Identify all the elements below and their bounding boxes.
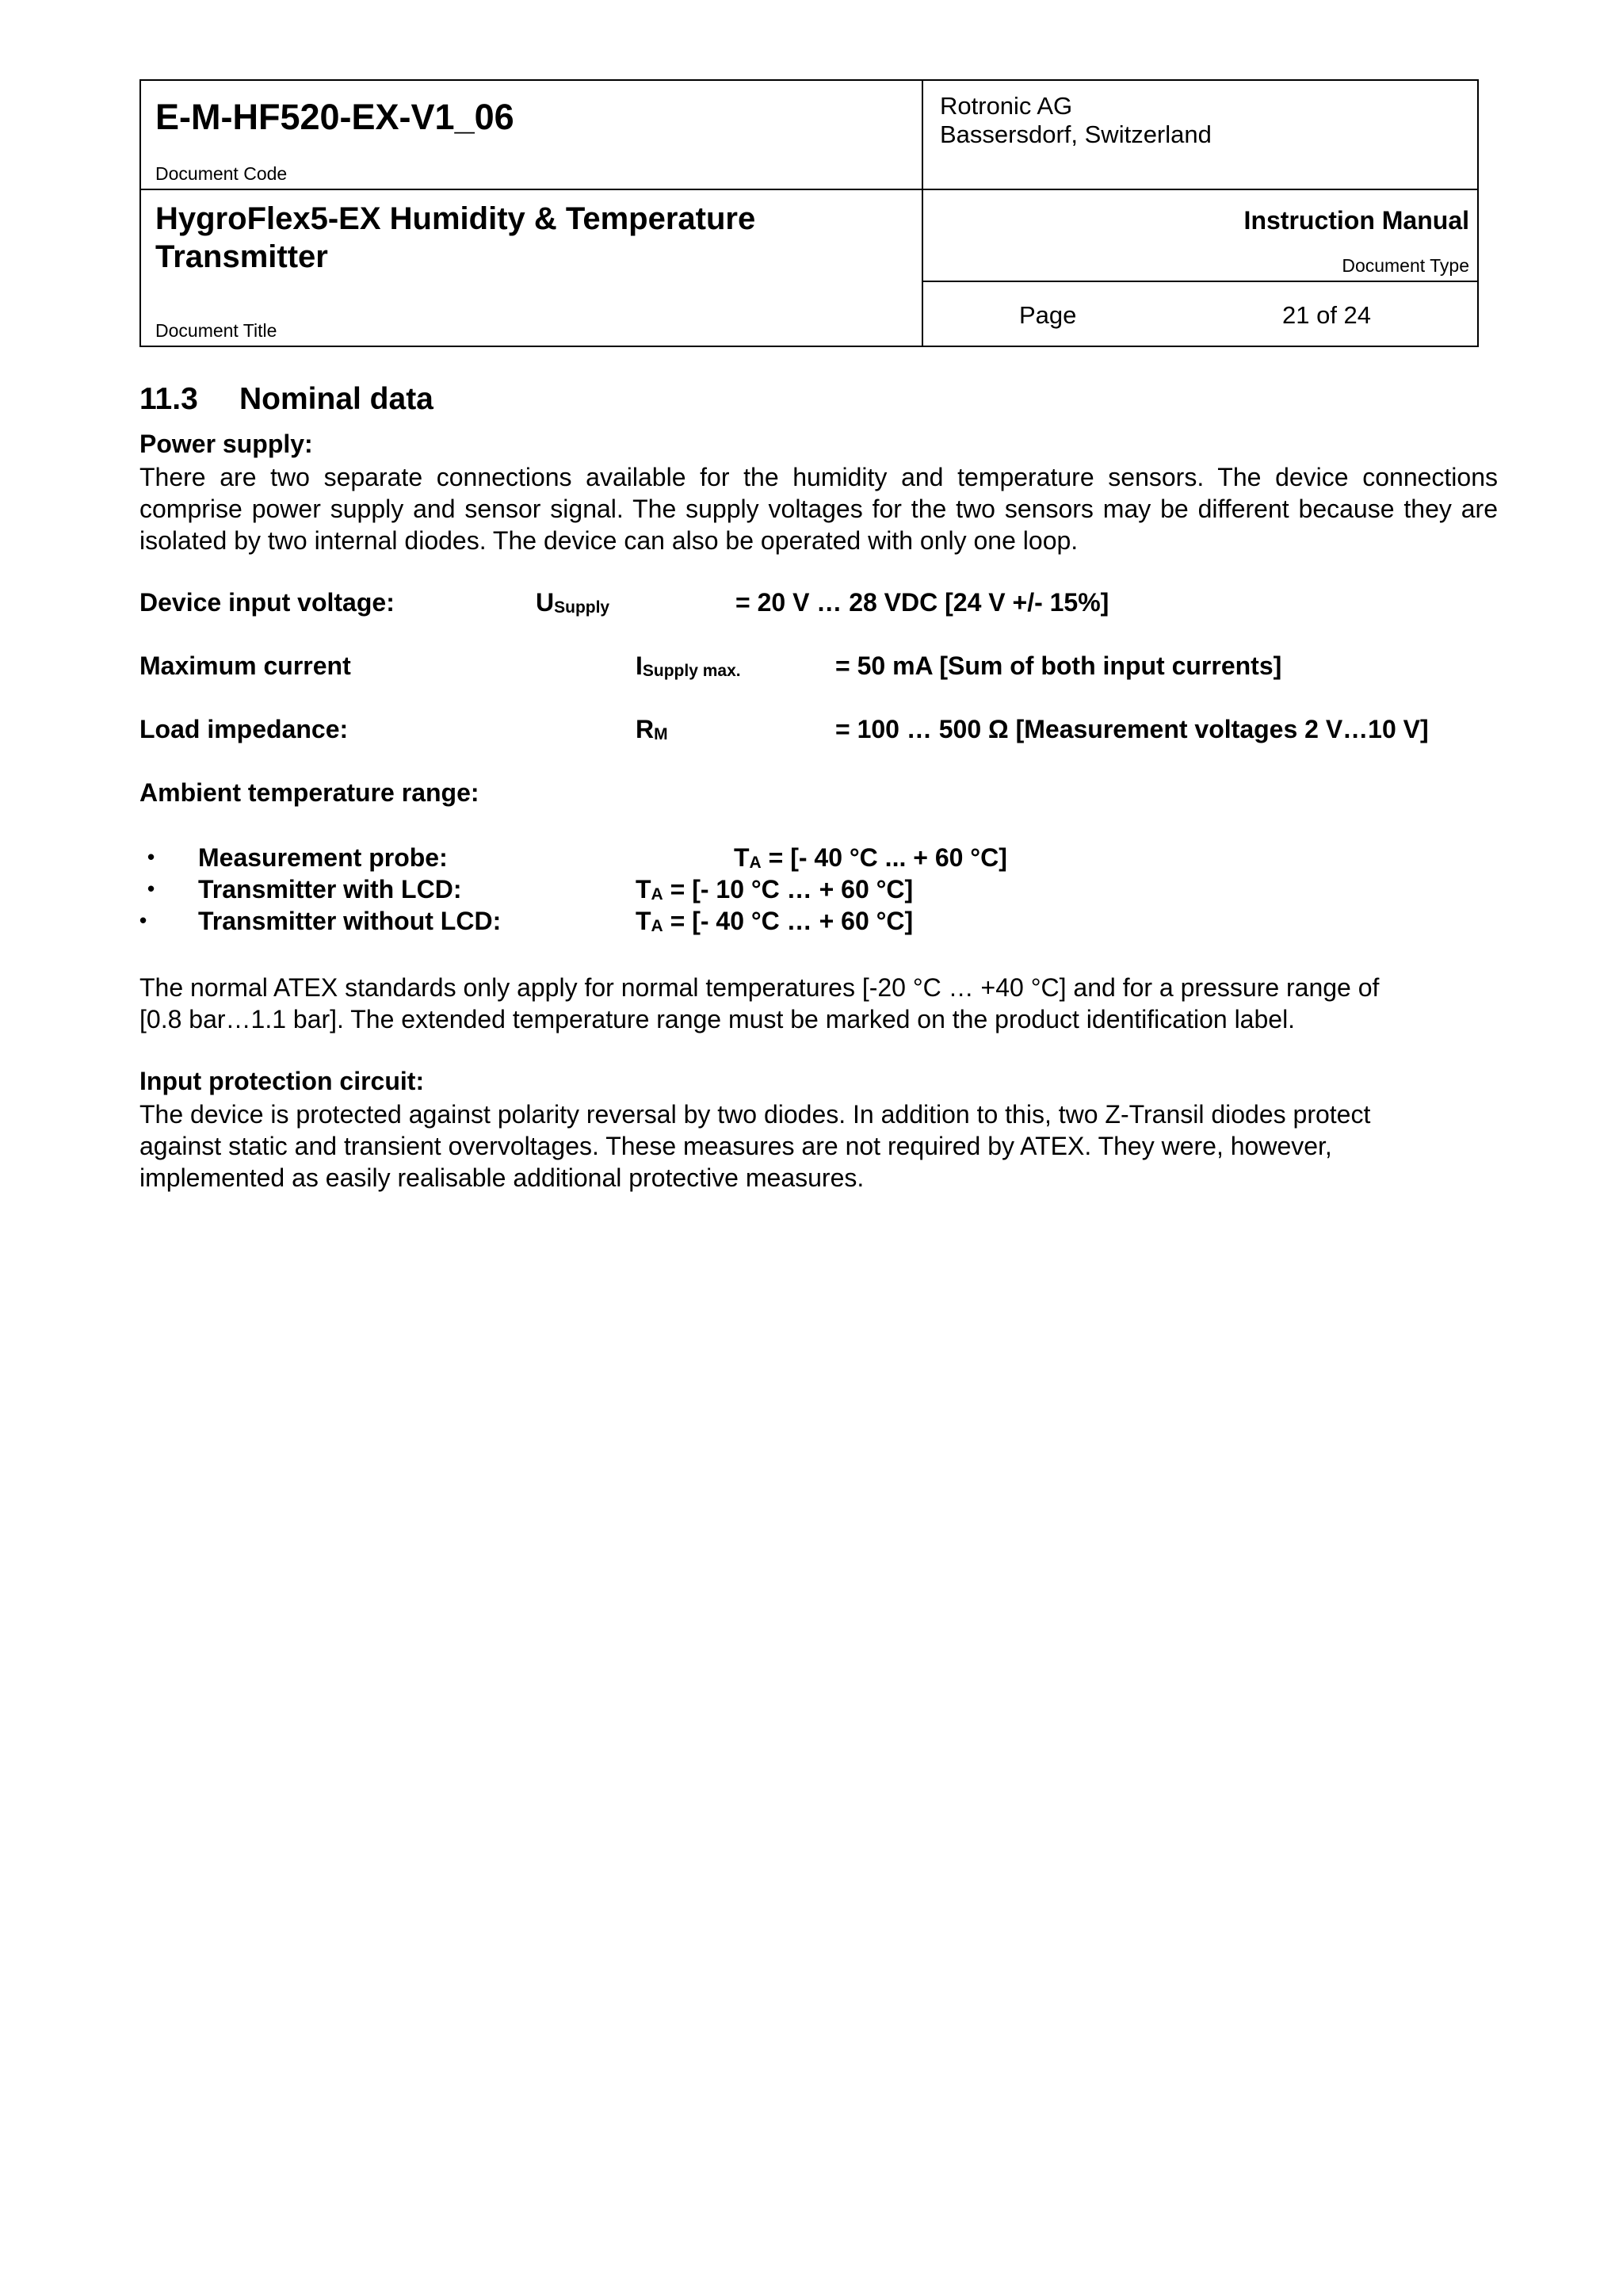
input-voltage-symbol: $U_{Supply}$ [536,588,610,617]
bullet-icon: • [139,908,147,932]
input-protection-heading: Input protection circuit: [139,1067,425,1095]
ambient-item-value: $T_A$ = [- 40 °C … + 60 °C] [636,907,914,935]
load-impedance-label: Load impedance: [139,715,349,743]
max-current-value: = 50 mA [Sum of both input currents] [835,651,1282,680]
document-type: Instruction Manual [1243,206,1469,235]
load-impedance-symbol: $R_M$ [636,715,668,743]
page-number: 21 of 24 [1282,301,1372,329]
company-location: Bassersdorf, Switzerland [940,120,1212,148]
header-divider-horizontal [139,189,1479,190]
max-current-symbol: $I_{Supply max.}$ [636,651,741,680]
company-name: Rotronic AG [940,92,1073,120]
atex-note-line1: The normal ATEX standards only apply for normal temperatures [-20 °C … +40 °C] and for a pressure range of [139,973,1380,1002]
bullet-icon: • [147,845,155,869]
header-divider-page [922,281,1479,282]
document-title-label: Document Title [155,320,277,341]
section-title: Nominal data [239,382,433,416]
load-impedance-value: = 100 … 500 Ω [Measurement voltages 2 V…10 V] [835,715,1429,743]
bullet-icon: • [147,877,155,900]
input-protection-line1: The device is protected against polarity reversal by two diodes. In addition to this, two Z-Transil diodes protect [139,1100,1371,1129]
power-supply-text: There are two separate connections available for the humidity and temperature sensors. The device connections comprise power supply and sensor signal. The supply voltages for the two sensors may be different because they are isolated by two internal diodes. The device can also be operated with only one loop. [139,463,1498,555]
document-title-line2: Transmitter [155,239,328,274]
ambient-item-value: $T_A$ = [- 40 °C ... + 60 °C] [734,843,1007,872]
ambient-item-label: Transmitter with LCD: [198,875,462,904]
document-title-line1: HygroFlex5-EX Humidity & Temperature [155,201,756,236]
input-voltage-value: = 20 V … 28 VDC [24 V +/- 15%] [735,588,1109,617]
ambient-item-label: Transmitter without LCD: [198,907,502,935]
input-protection-line3: implemented as easily realisable additional protective measures. [139,1163,865,1192]
power-supply-heading: Power supply: [139,430,313,458]
max-current-label: Maximum current [139,651,351,680]
input-voltage-label: Device input voltage: [139,588,395,617]
atex-note-line2: [0.8 bar…1.1 bar]. The extended temperature range must be marked on the product identification label. [139,1005,1296,1033]
ambient-item-label: Measurement probe: [198,843,448,872]
page-label: Page [1019,301,1077,329]
header-divider-vertical [922,79,923,347]
document-code: E-M-HF520-EX-V1_06 [155,97,514,137]
section-number: 11.3 [139,382,198,416]
ambient-item-value: $T_A$ = [- 10 °C … + 60 °C] [636,875,914,904]
input-protection-line2: against static and transient overvoltages. These measures are not required by ATEX. They were, however, [139,1132,1332,1160]
document-code-label: Document Code [155,163,288,184]
document-type-label: Document Type [1342,255,1469,276]
ambient-heading: Ambient temperature range: [139,778,479,807]
